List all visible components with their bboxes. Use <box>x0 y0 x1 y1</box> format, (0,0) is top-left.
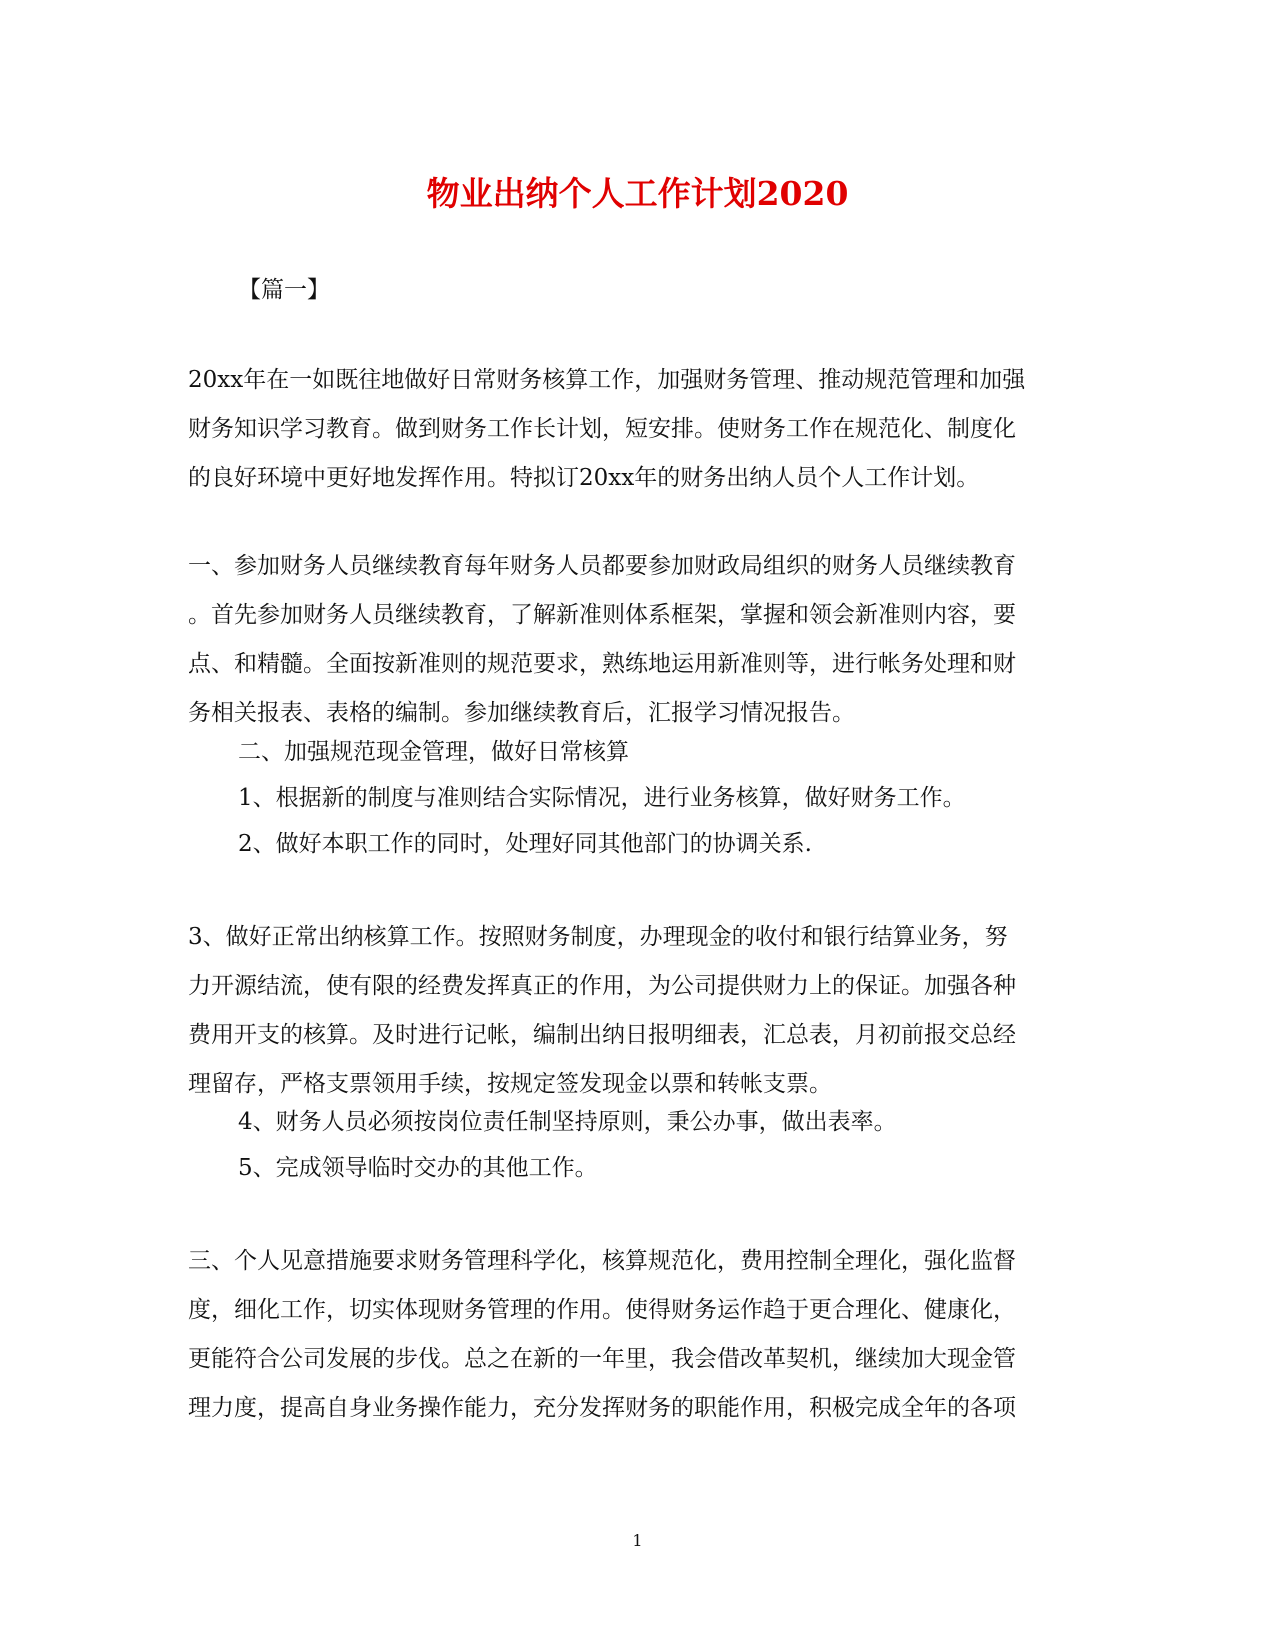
item-4: 4、财务人员必须按岗位责任制坚持原则，秉公办事，做出表率。 <box>238 1109 897 1135</box>
part1-line: 。首先参加财务人员继续教育，了解新准则体系框架，掌握和领会新准则内容，要 <box>188 602 1016 628</box>
part1-line: 一、参加财务人员继续教育每年财务人员都要参加财政局组织的财务人员继续教育 <box>188 553 1016 579</box>
item-5: 5、完成领导临时交办的其他工作。 <box>238 1155 598 1181</box>
part1-paragraph <box>188 542 1088 738</box>
page-number: 1 <box>632 1531 643 1550</box>
item-2: 2、做好本职工作的同时，处理好同其他部门的协调关系. <box>238 831 812 857</box>
section-label: 【篇一】 <box>238 277 330 303</box>
part2-heading: 二、加强规范现金管理，做好日常核算 <box>238 739 629 765</box>
item-3-line: 理留存，严格支票领用手续，按规定签发现金以票和转帐支票。 <box>188 1071 832 1097</box>
part3-line: 理力度，提高自身业务操作能力，充分发挥财务的职能作用，积极完成全年的各项 <box>188 1395 1016 1421</box>
document-title: 物业出纳个人工作计划2020 <box>426 174 849 213</box>
part1-line: 点、和精髓。全面按新准则的规范要求，熟练地运用新准则等，进行帐务处理和财 <box>188 651 1016 677</box>
item-1: 1、根据新的制度与准则结合实际情况，进行业务核算，做好财务工作。 <box>238 785 966 811</box>
item-3-line: 力开源结流，使有限的经费发挥真正的作用，为公司提供财力上的保证。加强各种 <box>188 973 1016 999</box>
part3-paragraph <box>188 1237 1088 1433</box>
item-3-line: 费用开支的核算。及时进行记帐，编制出纳日报明细表，汇总表，月初前报交总经 <box>188 1022 1016 1048</box>
item-3-paragraph <box>188 913 1088 1109</box>
part1-line: 务相关报表、表格的编制。参加继续教育后，汇报学习情况报告。 <box>188 700 855 726</box>
part3-line: 更能符合公司发展的步伐。总之在新的一年里，我会借改革契机，继续加大现金管 <box>188 1346 1016 1372</box>
item-3-line: 3、做好正常出纳核算工作。按照财务制度，办理现金的收付和银行结算业务，努 <box>188 924 1008 950</box>
part3-line: 三、个人见意措施要求财务管理科学化，核算规范化，费用控制全理化，强化监督 <box>188 1248 1016 1274</box>
intro-line: 20xx年在一如既往地做好日常财务核算工作，加强财务管理、推动规范管理和加强 <box>188 367 1026 393</box>
intro-paragraph <box>188 356 1088 503</box>
part3-line: 度，细化工作，切实体现财务管理的作用。使得财务运作趋于更合理化、健康化， <box>188 1297 1016 1323</box>
intro-line: 的良好环境中更好地发挥作用。特拟订20xx年的财务出纳人员个人工作计划。 <box>188 465 980 491</box>
intro-line: 财务知识学习教育。做到财务工作长计划，短安排。使财务工作在规范化、制度化 <box>188 416 1016 442</box>
